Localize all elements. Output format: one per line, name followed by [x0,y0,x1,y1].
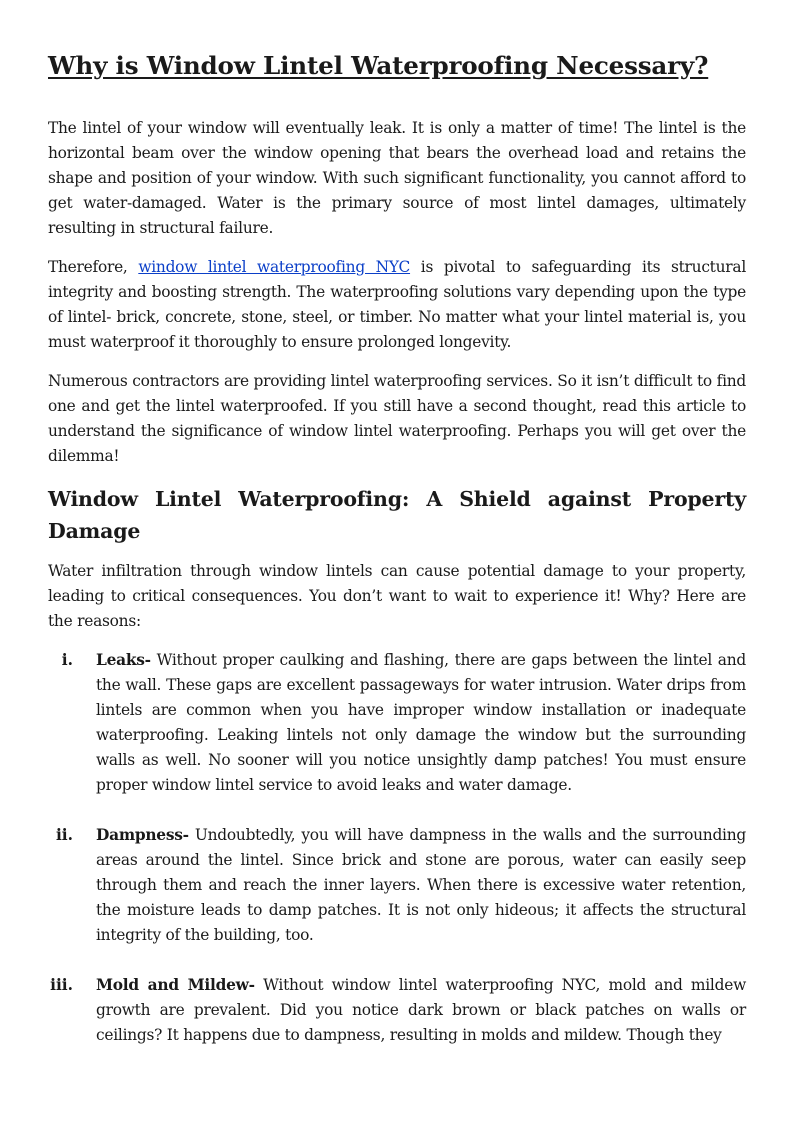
waterproofing-nyc-link[interactable]: window lintel waterproofing NYC [138,258,411,276]
list-item-term: Leaks- [96,651,151,669]
section-lead-paragraph: Water infiltration through window lintels can cause potential damage to your property, leading to critical consequences. You don’t want to wait to experience it! Why? Here are the reasons: [48,562,746,630]
list-item-text: Undoubtedly, you will have dampness in the walls and the surrounding areas around the lintel. Since brick and stone are porous, water can easily seep through them and reach the inner layers. When there is excessive water retention, the moisture leads to damp patches. It is not only hideous; it affects the structural integrity of the building, too. [96,826,746,944]
list-item-number: iii. [50,976,73,994]
list-item-dampness [48,823,746,948]
list-item-number: ii. [55,826,73,844]
list-item-body [96,973,746,1048]
page-title: Why is Window Lintel Waterproofing Necessary? [48,51,709,80]
intro-paragraph-3: Numerous contractors are providing lintel waterproofing services. So it isn’t difficult to find one and get the lintel waterproofed. If you still have a second thought, read this article to understand the significance of window lintel waterproofing. Perhaps you will get over the dilemma! [48,372,746,465]
intro-paragraph-2-lead: Therefore, [48,258,139,276]
section-heading: Window Lintel Waterproofing: A Shield against Property Damage [48,487,746,543]
list-item-term: Dampness- [96,826,189,844]
intro-paragraph-2-rest: is pivotal to safeguarding its structural integrity and boosting strength. The waterproofing solutions vary depending upon the type of lintel- brick, concrete, stone, steel, or timber. No matter what your lintel material is, you must waterproof it thoroughly to ensure prolonged longevity. [48,258,746,351]
document-page [48,48,746,1073]
intro-paragraph-2 [48,255,746,355]
list-item-leaks [48,648,746,798]
list-item-body [96,648,746,798]
intro-paragraph-1: The lintel of your window will eventually leak. It is only a matter of time! The lintel is the horizontal beam over the window opening that bears the overhead load and retains the shape and position of your window. With such significant functionality, you cannot afford to get water-damaged. Water is the primary source of most lintel damages, ultimately resulting in structural failure. [48,119,746,237]
reasons-list [48,648,746,1048]
list-item-term: Mold and Mildew- [96,976,255,994]
list-item-mold-and-mildew [48,973,746,1048]
list-item-number: i. [61,651,73,669]
list-item-text: Without proper caulking and flashing, there are gaps between the lintel and the wall. These gaps are excellent passageways for water intrusion. Water drips from lintels are common when you have improper window installation or inadequate waterproofing. Leaking lintels not only damage the window but the surrounding walls as well. No sooner will you notice unsightly damp patches! You must ensure proper window lintel service to avoid leaks and water damage. [96,651,746,794]
list-item-body [96,823,746,948]
list-item-text: Without window lintel waterproofing NYC, mold and mildew growth are prevalent. Did you notice dark brown or black patches on walls or ceilings? It happens due to dampness, resulting in molds and mildew. Though they [96,976,746,1044]
